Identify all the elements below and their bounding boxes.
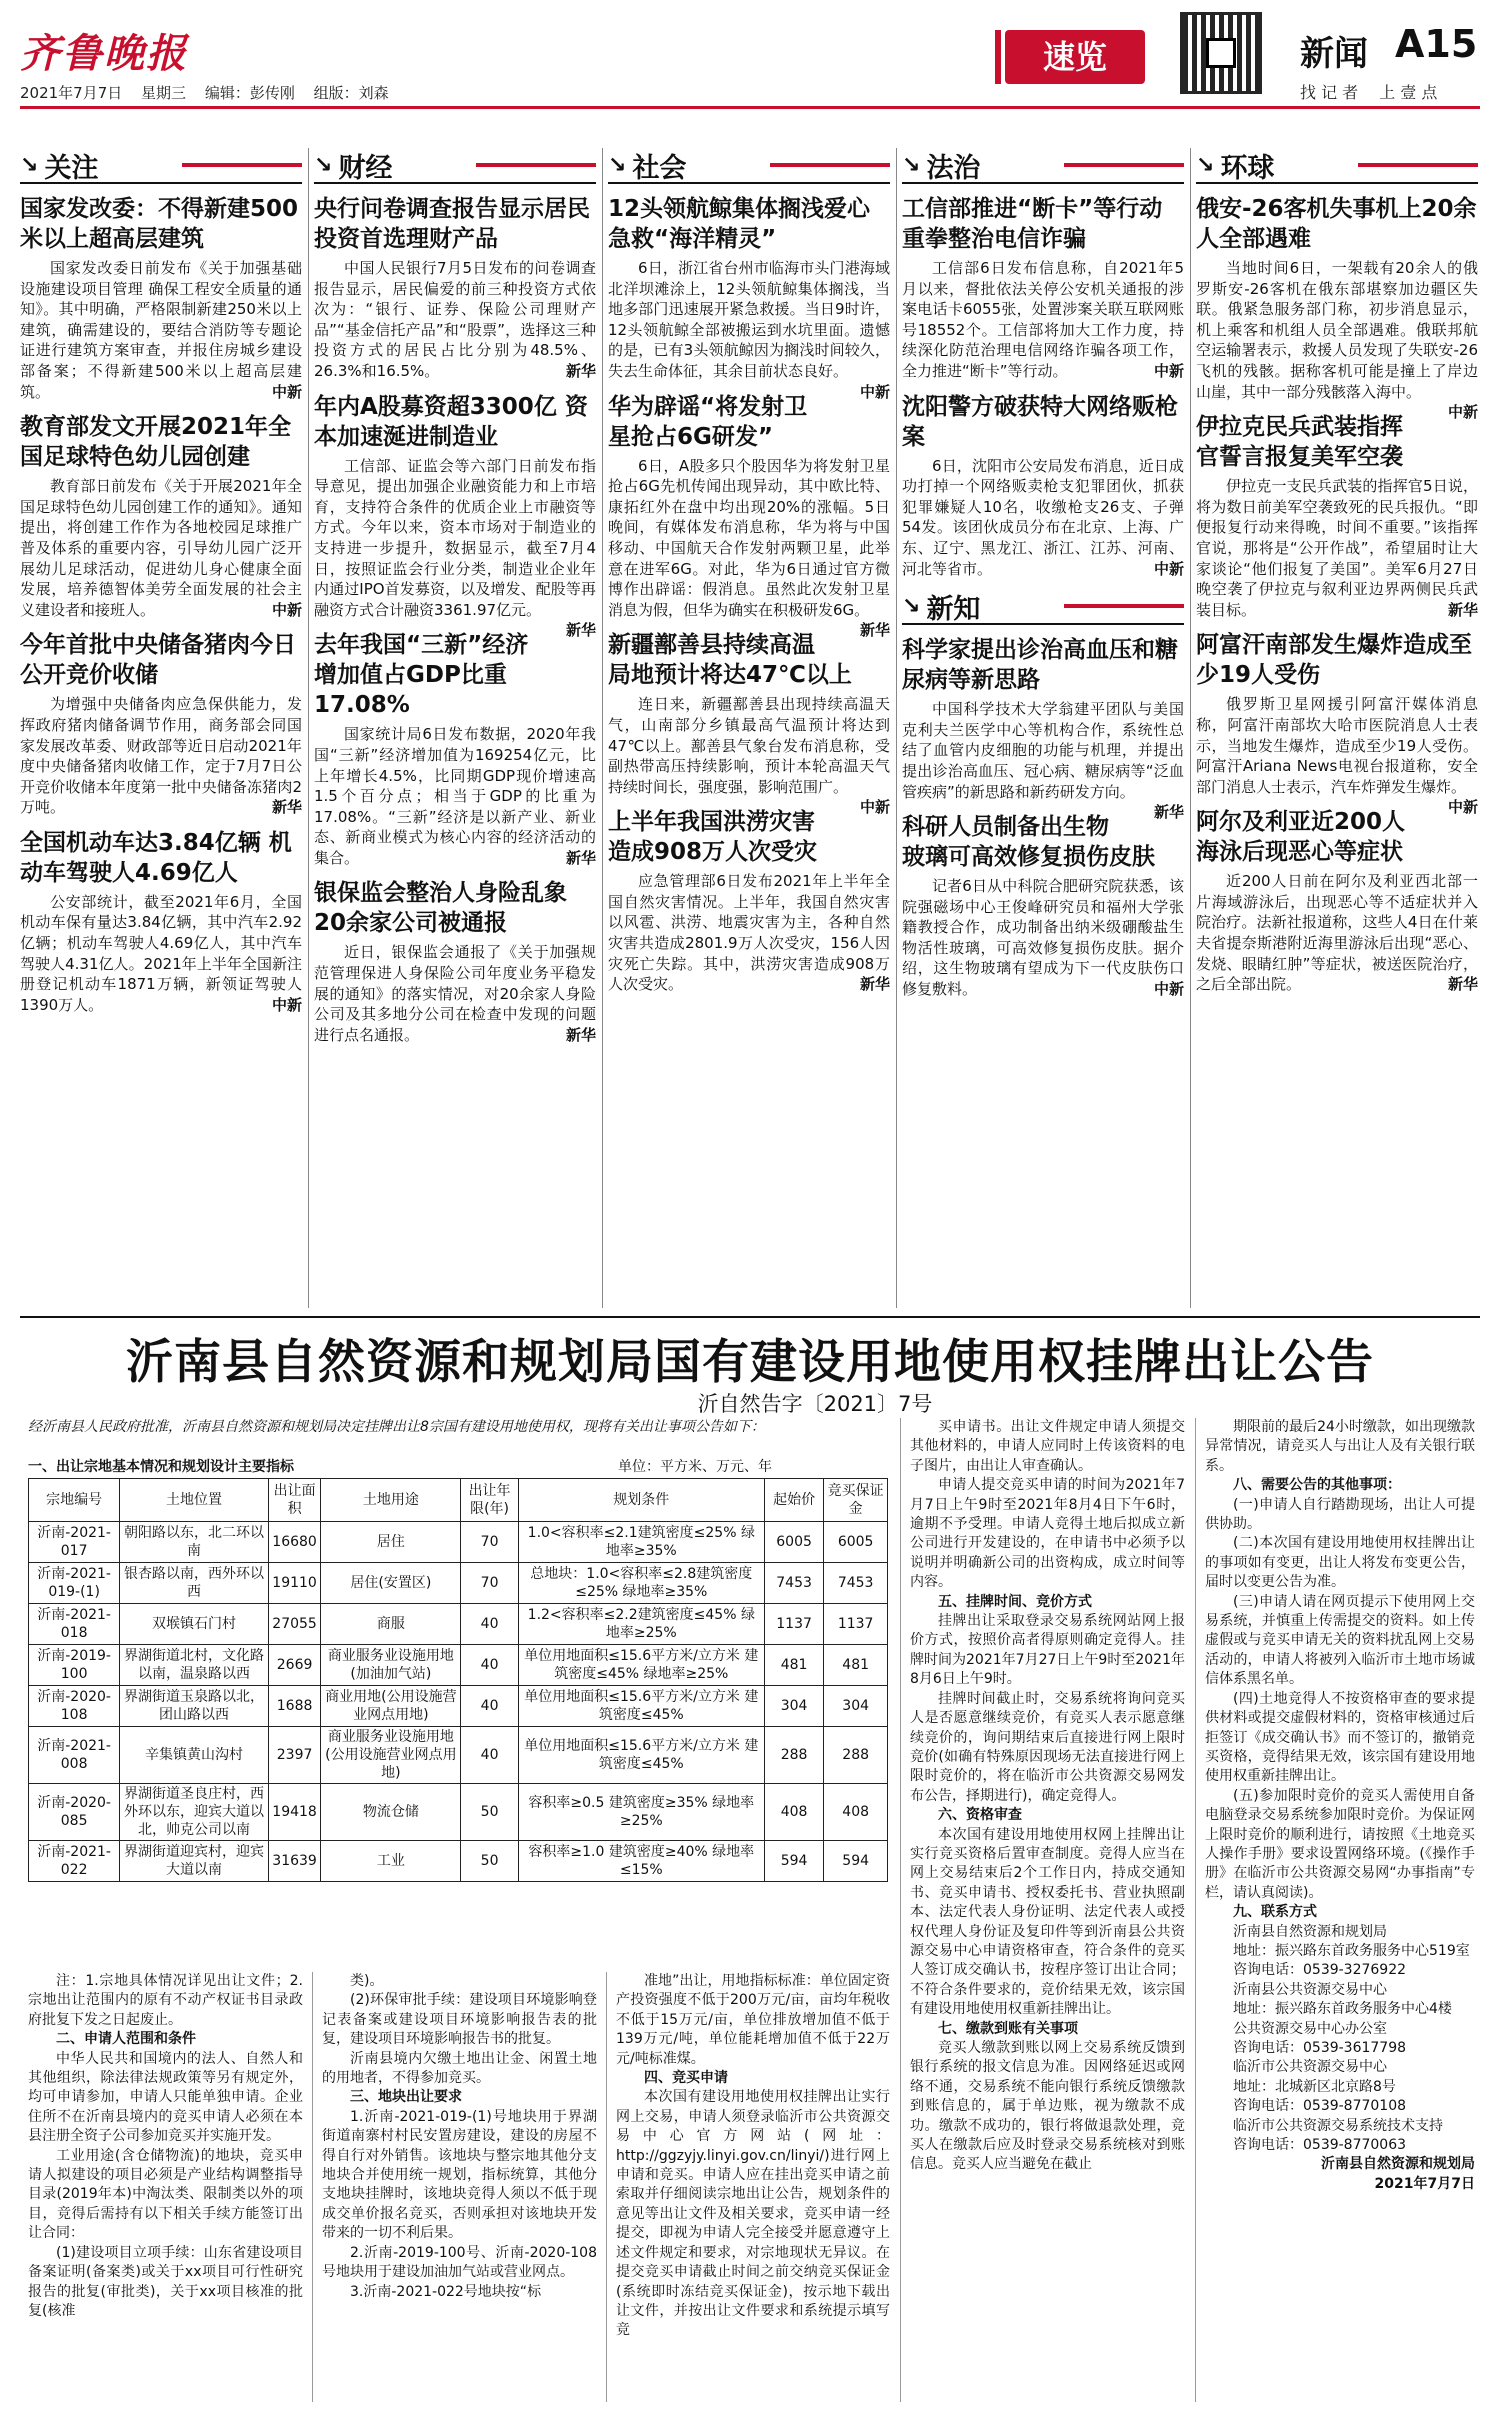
notice-paragraph: 中华人民共和国境内的法人、自然人和其他组织，除法律法规政策等另有规定外，均可申请参加，申请人只能单独申请。企业住所不在沂南县境内的竞买申请人必须在本县注册全资子公司参加竞买并实施开发。 bbox=[28, 2050, 303, 2145]
notice-heading: 九、联系方式 bbox=[1233, 1904, 1317, 1921]
notice-paragraph: 3.沂南-2021-022号地块按“标 bbox=[350, 2283, 542, 2300]
issue-weekday: 星期三 bbox=[141, 84, 187, 102]
table-cell: 40 bbox=[461, 1727, 518, 1784]
table-header-cell: 出让年限(年) bbox=[461, 1479, 518, 1522]
layout-editor: 组版：刘森 bbox=[313, 84, 389, 102]
table-cell: 沂南-2021-019-(1) bbox=[29, 1563, 120, 1604]
header-accent bbox=[1358, 163, 1478, 167]
table-cell: 1688 bbox=[268, 1686, 321, 1727]
article bbox=[314, 194, 596, 382]
table-cell: 双堠镇石门村 bbox=[120, 1604, 269, 1645]
notice-intro: 经沂南县人民政府批准，沂南县自然资源和规划局决定挂牌出让8宗国有建设用地使用权，现将有关出让事项公告如下： bbox=[28, 1419, 765, 1435]
table-header-cell: 规划条件 bbox=[518, 1479, 764, 1522]
article-body bbox=[20, 476, 302, 620]
notice-sign-date: 2021年7月7日 bbox=[1374, 2175, 1475, 2192]
notice-paragraph: 临沂市公共资源交易中心 bbox=[1233, 2059, 1387, 2076]
header-accent bbox=[1064, 163, 1184, 167]
table-cell: 6005 bbox=[824, 1522, 888, 1563]
article-headline: 全国机动车达3.84亿辆 机动车驾驶人4.69亿人 bbox=[20, 829, 292, 886]
table-cell: 辛集镇黄山沟村 bbox=[120, 1727, 269, 1784]
article-headline: 银保监会整治人身险乱象 20余家公司被通报 bbox=[314, 880, 567, 937]
notice-column-1 bbox=[28, 1972, 303, 2402]
section-name: 新闻 bbox=[1300, 34, 1368, 74]
table-row bbox=[29, 1522, 888, 1563]
table-body bbox=[29, 1522, 888, 1882]
column-header bbox=[1196, 148, 1478, 184]
table-cell: 50 bbox=[461, 1784, 518, 1841]
article-source: 中新 bbox=[859, 798, 890, 817]
article-body bbox=[902, 699, 1184, 822]
column-rule bbox=[1195, 1418, 1196, 2402]
article-text: 6日，浙江省台州市临海市头门港海域北洋坝滩涂上，12头领航鲸集体搁浅，当地多部门迅速展开紧急救援。当日9时许，12头领航鲸全部被搬运到水坑里面。遗憾的是，已有3头领航鲸因为搁浅时间较久，失去生命体征，其余目前状态良好。 bbox=[608, 259, 890, 380]
notice-paragraph: 沂南县境内欠缴土地出让金、闲置土地的用地者，不得参加竞买。 bbox=[322, 2050, 597, 2087]
table-cell: 容积率≥1.0 建筑密度≥40% 绿地率≤15% bbox=[518, 1841, 764, 1882]
subsection-title: 新知 bbox=[926, 593, 981, 625]
article-text: 连日来，新疆鄯善县出现持续高温天气，山南部分乡镇最高气温预计将达到47℃以上。鄯善县气象台发布消息称，受副热带高压持续影响，预计本轮高温天气持续时间长，强度强，影响范围广。 bbox=[608, 695, 890, 796]
table-row bbox=[29, 1645, 888, 1686]
table-cell: 居住 bbox=[321, 1522, 461, 1563]
article-text: 6日，沈阳市公安局发布消息，近日成功打掉一个网络贩卖枪支犯罪团伙，抓获犯罪嫌疑人10名，收缴枪支26支、子弹54发。该团伙成员分布在北京、上海、广东、辽宁、黑龙江、浙江、江苏、河南、河北等省市。 bbox=[902, 456, 1184, 578]
notice-paragraph: 挂牌出让采取登录交易系统网站网上报价方式，按照价高者得原则确定竞得人。挂牌时间为2021年7月27日上午9时至2021年8月6日上午9时。 bbox=[910, 1613, 1185, 1688]
article-source: 中新 bbox=[271, 382, 302, 401]
section-marker-icon: ↘ bbox=[1196, 152, 1215, 178]
article bbox=[608, 807, 890, 995]
header-accent bbox=[1064, 604, 1184, 608]
article-source: 新华 bbox=[565, 621, 596, 640]
table-row bbox=[29, 1784, 888, 1841]
table-title: 一、出让宗地基本情况和规划设计主要指标 bbox=[28, 1459, 294, 1475]
article-headline: 阿尔及利亚近200人海泳后现恶心等症状 bbox=[1196, 809, 1406, 866]
table-cell: 界湖街道圣良庄村，西外环以东，迎宾大道以北，帅克公司以南 bbox=[120, 1784, 269, 1841]
notice-paragraph: 咨询电话：0539-3617798 bbox=[1233, 2040, 1407, 2056]
notice-paragraph: 期限前的最后24小时缴款，如出现缴款异常情况，请竞买人与出让人及有关银行联系。 bbox=[1205, 1419, 1475, 1474]
notice-paragraph: 沂南县自然资源和规划局 bbox=[1233, 1923, 1387, 1940]
article bbox=[1196, 807, 1478, 995]
article-source: 新华 bbox=[1447, 975, 1478, 994]
notice-signer: 沂南县自然资源和规划局 bbox=[1321, 2156, 1475, 2173]
article bbox=[20, 412, 302, 620]
article-body bbox=[20, 694, 302, 818]
header-accent bbox=[770, 163, 890, 167]
article-source: 中新 bbox=[1153, 361, 1184, 380]
notice-paragraph: 地址：北城新区北京路8号 bbox=[1233, 2078, 1396, 2095]
article-headline: 央行问卷调查报告显示居民投资首选理财产品 bbox=[314, 196, 590, 252]
notice-paragraph: 咨询电话：0539-8770108 bbox=[1233, 2098, 1407, 2115]
article-headline: 俄安-26客机失事机上20余人全部遇难 bbox=[1196, 196, 1477, 252]
table-cell: 商服 bbox=[321, 1604, 461, 1645]
article-text: 当地时间6日，一架载有20余人的俄罗斯安-26客机在俄东部堪察加边疆区失联。俄紧急服务部门称，初步消息显示，机上乘客和机组人员全部遇难。俄联邦航空运输署表示，救援人员发现了失联安-26飞机的残骸。据称客机可能是撞上了岸边山崖，其中一部分残骸落入海中。 bbox=[1196, 259, 1478, 401]
article-source: 中新 bbox=[859, 382, 890, 401]
notice-paragraph: 2.沂南-2019-100号、沂南-2020-108号地块用于建设加油加气站或营业网点。 bbox=[322, 2244, 597, 2281]
article-source: 新华 bbox=[565, 361, 596, 380]
notice-title: 沂南县自然资源和规划局国有建设用地使用权挂牌出让公告 bbox=[126, 1335, 1374, 1390]
article-source: 新华 bbox=[859, 621, 890, 640]
article bbox=[20, 194, 302, 402]
news-column bbox=[314, 148, 596, 1308]
article-text: 6日，A股多只个股因华为将发射卫星抢占6G先机传闻出现异动，其中欧比特、康拓红外在盘中均出现20%的涨幅。5日晚间，有媒体发布消息称，华为将与中国移动、中国航天合作发射两颗卫星，此举意在进军6G。对此，华为6日通过官方微博作出辟谣：假消息。虽然此次发射卫星消息为假，但华为确实在积极研发6G。 bbox=[608, 456, 890, 619]
parcel-table bbox=[28, 1478, 888, 1882]
dateline bbox=[20, 82, 403, 103]
table-cell: 70 bbox=[461, 1522, 518, 1563]
table-cell: 商业服务业设施用地(公用设施营业网点用地) bbox=[321, 1727, 461, 1784]
page-number: A15 bbox=[1395, 22, 1478, 66]
notice-paragraph: (四)土地竞得人不按资格审查的要求提供材料或提交虚假材料的，资格审核通过后拒签订《成交确认书》而不签订的，撤销竞买资格，竞得结果无效，该宗国有建设用地使用权重新挂牌出让。 bbox=[1205, 1690, 1475, 1785]
notice-number: 沂自然告字〔2021〕7号 bbox=[697, 1392, 933, 1416]
table-cell: 沂南-2021-022 bbox=[29, 1841, 120, 1882]
column-title: 财经 bbox=[338, 152, 393, 184]
article-headline: 去年我国“三新”经济增加值占GDP比重17.08% bbox=[314, 632, 529, 719]
article-body bbox=[608, 456, 890, 640]
notice-paragraph: 类)。 bbox=[350, 1973, 384, 1989]
table-cell: 1137 bbox=[824, 1604, 888, 1645]
table-row bbox=[29, 1563, 888, 1604]
section-marker-icon: ↘ bbox=[902, 152, 921, 178]
table-cell: 总地块：1.0<容积率≤2.8建筑密度≤25% 绿地率≥35% bbox=[518, 1563, 764, 1604]
column-header bbox=[314, 148, 596, 184]
article-body bbox=[1196, 871, 1478, 995]
column-title: 环球 bbox=[1220, 152, 1275, 184]
column-rule bbox=[606, 1972, 607, 2402]
article-text: 应急管理部6日发布2021年上半年全国自然灾害情况。上半年，我国自然灾害以风雹、洪涝、地震灾害为主，各种自然灾害共造成2801.9万人次受灾，156人因灾死亡失踪。其中，洪涝灾害造成908万人次受灾。 bbox=[608, 872, 890, 994]
column-rule bbox=[900, 1418, 901, 2402]
table-cell: 居住(安置区) bbox=[321, 1563, 461, 1604]
article bbox=[902, 194, 1184, 382]
news-column bbox=[20, 148, 302, 1308]
article-body bbox=[314, 724, 596, 868]
section-marker-icon: ↘ bbox=[314, 152, 333, 178]
notice-heading: 二、申请人范围和条件 bbox=[56, 2031, 196, 2048]
notice-paragraph: 公共资源交易中心办公室 bbox=[1233, 2020, 1387, 2037]
article bbox=[1196, 630, 1478, 817]
table-cell: 沂南-2021-008 bbox=[29, 1727, 120, 1784]
column-rule bbox=[308, 148, 309, 1308]
table-cell: 408 bbox=[764, 1784, 823, 1841]
column-rule bbox=[602, 148, 603, 1308]
article-body bbox=[608, 871, 890, 995]
table-cell: 单位用地面积≤15.6平方米/立方米 建筑密度≤45% bbox=[518, 1686, 764, 1727]
article-body bbox=[902, 876, 1184, 1000]
table-cell: 银杏路以南，西外环以西 bbox=[120, 1563, 269, 1604]
table-cell: 594 bbox=[824, 1841, 888, 1882]
article-body bbox=[608, 694, 890, 817]
notice-paragraph: 准地”出让，用地指标标准：单位固定资产投资强度不低于200万元/亩，亩均年税收不低于15万元/亩，单位排放增加值不低于139万元/吨，单位能耗增加值不低于22万元/吨标准煤。 bbox=[616, 1973, 890, 2067]
table-cell: 1.0<容积率≤2.1建筑密度≤25% 绿地率≥35% bbox=[518, 1522, 764, 1563]
newspaper-logo: 齐鲁晚报 bbox=[20, 30, 188, 77]
article-text: 国家统计局6日发布数据，2020年我国“三新”经济增加值为169254亿元，比上年增长4.5%，比同期GDP现价增速高1.5个百分点；相当于GDP的比重为17.08%。“三新”经济是以新产业、新业态、新商业模式为核心内容的经济活动的集合。 bbox=[314, 725, 596, 867]
notice-column-2 bbox=[322, 1972, 597, 2402]
article-text: 俄罗斯卫星网援引阿富汗媒体消息称，阿富汗南部坎大哈市医院消息人士表示，当地发生爆炸，造成至少19人受伤。阿富汗Ariana News电视台报道称，安全部门消息人士表示，汽车炸弹发生爆炸。 bbox=[1196, 695, 1478, 796]
article-body bbox=[1196, 258, 1478, 422]
article-text: 公安部统计，截至2021年6月，全国机动车保有量达3.84亿辆，其中汽车2.92亿辆；机动车驾驶人4.69亿人，其中汽车驾驶人4.31亿人。2021年上半年全国新注册登记机动车1871万辆，新领证驾驶人1390万人。 bbox=[20, 892, 302, 1014]
table-header-row bbox=[29, 1479, 888, 1522]
article-headline: 伊拉克民兵武装指挥官誓言报复美军空袭 bbox=[1196, 414, 1403, 471]
notice-paragraph: (五)参加限时竞价的竞买人需使用自备电脑登录交易系统参加限时竞价。为保证网上限时竞价的顺利进行，请按照《土地竞买人操作手册》要求设置网络环境。(《操作手册》在临沂市公共资源交易网“办事指南”专栏，请认真阅读)。 bbox=[1205, 1787, 1475, 1901]
article-source: 新华 bbox=[1447, 600, 1478, 619]
notice-heading: 七、缴款到账有关事项 bbox=[938, 2020, 1078, 2037]
notice-heading: 五、挂牌时间、竞价方式 bbox=[938, 1593, 1092, 1610]
article-text: 记者6日从中科院合肥研究院获悉，该院强磁场中心王俊峰研究员和福州大学张籍教授合作，成功制备出纳米级硼酸盐生物活性玻璃，可高效修复损伤皮肤。据介绍，这生物玻璃有望成为下一代皮肤伤口修复敷料。 bbox=[902, 877, 1184, 999]
article bbox=[314, 630, 596, 868]
notice-paragraph: 本次国有建设用地使用权挂牌出让实行网上交易，申请人须登录临沂市公共资源交易中心官方网站(网址：http://ggzyjy.linyi.gov.cn/linyi/)进行网上申请和竞买。申请人应在挂出竞买申请之前索取并仔细阅读宗地出让公告，规划条件的意见等出让文件及相关要求，竞买申请一经提交，即视为申请人完全接受并愿意遵守上述文件规定和要求，对宗地现状无异议。在提交竞买申请截止时间之前交纳竞买保证金(系统即时冻结竞买保证金)，按示地下载出让文件，并按出让文件要求和系统提示填写竞 bbox=[616, 2089, 890, 2339]
notice-paragraph: (一)申请人自行踏勘现场，出让人可提供协助。 bbox=[1205, 1496, 1475, 1533]
table-cell: 40 bbox=[461, 1686, 518, 1727]
column-header bbox=[902, 589, 1184, 625]
table-cell: 27055 bbox=[268, 1604, 321, 1645]
article-source: 中新 bbox=[1153, 559, 1184, 578]
header-accent bbox=[182, 163, 302, 167]
column-title: 社会 bbox=[632, 152, 687, 184]
notice-paragraph: 咨询电话：0539-8770063 bbox=[1233, 2137, 1407, 2154]
notice-heading: 四、竞买申请 bbox=[644, 2070, 728, 2087]
notice-paragraph: 本次国有建设用地使用权网上挂牌出让实行竞买资格后置审查制度。竞得人应当在网上交易结束后2个工作日内，持成交通知书、竞买申请书、授权委托书、营业执照副本、法定代表人身份证明、法定代表人或授权代理人身份证及复印件等到沂南县公共资源交易中心申请资格审查，符合条件的竞买人签订成交确认书，按程序签订出让合同；不符合条件要求的，竞价结果无效，该宗国有建设用地使用权重新挂牌出让。 bbox=[910, 1826, 1185, 2018]
notice-column-3 bbox=[616, 1972, 890, 2402]
table-cell: 7453 bbox=[824, 1563, 888, 1604]
notice-paragraph: (2)环保审批手续：建设项目环境影响登记表备案或建设项目环境影响报告表的批复，建设项目环境影响报告书的批复。 bbox=[322, 1992, 597, 2048]
article-headline: 沈阳警方破获特大网络贩枪案 bbox=[902, 393, 1178, 450]
table-cell: 16680 bbox=[268, 1522, 321, 1563]
article-headline: 教育部发文开展2021年全国足球特色幼儿园创建 bbox=[20, 414, 292, 471]
notice-paragraph: 临沂市公共资源交易系统技术支持 bbox=[1233, 2117, 1443, 2134]
column-rule bbox=[1190, 148, 1191, 1308]
notice-paragraph: 申请人提交竞买申请的时间为2021年7月7日上午9时至2021年8月4日下午6时，逾期不予受理。申请人竞得土地后拟成立新公司进行开发建设的，在申请书中必须予以说明并明确新公司的出资构成，成立时间等内容。 bbox=[910, 1477, 1185, 1591]
table-cell: 31639 bbox=[268, 1841, 321, 1882]
table-cell: 304 bbox=[824, 1686, 888, 1727]
column-rule bbox=[896, 148, 897, 1308]
table-row bbox=[29, 1686, 888, 1727]
table-cell: 沂南-2019-100 bbox=[29, 1645, 120, 1686]
column-title: 法治 bbox=[926, 152, 981, 184]
article-source: 新华 bbox=[271, 798, 302, 817]
article bbox=[314, 878, 596, 1045]
table-cell: 界湖街道玉泉路以北，团山路以西 bbox=[120, 1686, 269, 1727]
notice-column-5 bbox=[1205, 1418, 1475, 2402]
article bbox=[20, 828, 302, 1016]
article-body bbox=[902, 258, 1184, 382]
article-headline: 华为辟谣“将发射卫星抢占6G研发” bbox=[608, 393, 808, 450]
table-cell: 594 bbox=[764, 1841, 823, 1882]
article-body bbox=[314, 456, 596, 640]
article-body bbox=[314, 258, 596, 382]
table-cell: 19110 bbox=[268, 1563, 321, 1604]
table-cell: 288 bbox=[764, 1727, 823, 1784]
column-header bbox=[902, 148, 1184, 184]
article bbox=[608, 392, 890, 640]
table-header-cell: 土地位置 bbox=[120, 1479, 269, 1522]
article bbox=[608, 194, 890, 401]
section-marker-icon: ↘ bbox=[608, 152, 627, 178]
table-cell: 481 bbox=[824, 1645, 888, 1686]
table-cell: 工业 bbox=[321, 1841, 461, 1882]
article bbox=[902, 812, 1184, 1000]
table-cell: 50 bbox=[461, 1841, 518, 1882]
masthead bbox=[0, 0, 1500, 108]
article bbox=[1196, 194, 1478, 422]
article-headline: 上半年我国洪涝灾害造成908万人次受灾 bbox=[608, 809, 818, 866]
notice-heading: 八、需要公告的其他事项： bbox=[1233, 1477, 1401, 1494]
table-cell: 商业用地(公用设施营业网点用地) bbox=[321, 1686, 461, 1727]
table-header-cell: 起始价 bbox=[764, 1479, 823, 1522]
table-cell: 70 bbox=[461, 1563, 518, 1604]
column-header bbox=[608, 148, 890, 184]
notice-paragraph: 咨询电话：0539-3276922 bbox=[1233, 1962, 1407, 1979]
article-source: 新华 bbox=[565, 848, 596, 867]
table-cell: 408 bbox=[824, 1784, 888, 1841]
qr-code-center bbox=[1206, 38, 1236, 68]
article-body bbox=[902, 456, 1184, 580]
article-text: 中国科学技术大学翁建平团队与美国克利夫兰医学中心等机构合作，系统性总结了血管内皮细胞的功能与机理，并提出提出诊治高血压、冠心病、糖尿病等“泛血管疾病”的新思路和新药研发方向。 bbox=[902, 700, 1184, 801]
notice-paragraph: (1)建设项目立项手续：山东省建设项目备案证明(备案类)或关于xx项目可行性研究报告的批复(审批类)，关于xx项目核准的批复(核准 bbox=[28, 2244, 303, 2319]
table-cell: 物流仓储 bbox=[321, 1784, 461, 1841]
article-source: 中新 bbox=[271, 995, 302, 1014]
table-cell: 沂南-2020-085 bbox=[29, 1784, 120, 1841]
column-rule bbox=[312, 1972, 313, 2402]
article bbox=[902, 392, 1184, 580]
notice-heading: 六、资格审查 bbox=[938, 1807, 1022, 1824]
table-unit: 单位：平方米、万元、年 bbox=[618, 1459, 772, 1475]
article-headline: 新疆鄯善县持续高温局地预计将达47℃以上 bbox=[608, 632, 852, 689]
article-text: 近日，银保监会通报了《关于加强规范管理保进人身保险公司年度业务平稳发展的通知》的落实情况，对20余家人身险公司及其多地分公司在检查中发现的问题进行点名通报。 bbox=[314, 943, 596, 1044]
article-body bbox=[1196, 476, 1478, 620]
article bbox=[902, 635, 1184, 822]
article-headline: 年内A股募资超3300亿 资本加速涎进制造业 bbox=[314, 393, 588, 450]
table-cell: 沂南-2021-017 bbox=[29, 1522, 120, 1563]
article bbox=[20, 630, 302, 818]
table-cell: 19418 bbox=[268, 1784, 321, 1841]
table-cell: 容积率≥0.5 建筑密度≥35% 绿地率≥25% bbox=[518, 1784, 764, 1841]
notice-column-4 bbox=[910, 1418, 1185, 2402]
notice-paragraph: 工业用途(含仓储物流)的地块，竞买申请人拟建设的项目必须是产业结构调整指导目录(2019年本)中淘汰类、限制类以外的项目，竞得后需持有以下相关手续方能签订出让合同： bbox=[28, 2147, 303, 2242]
table-cell: 40 bbox=[461, 1645, 518, 1686]
table-row bbox=[29, 1727, 888, 1784]
header-accent bbox=[476, 163, 596, 167]
article-source: 新华 bbox=[859, 975, 890, 994]
article-headline: 阿富汗南部发生爆炸造成至少19人受伤 bbox=[1196, 632, 1472, 689]
table-cell: 7453 bbox=[764, 1563, 823, 1604]
article bbox=[608, 630, 890, 817]
article-body bbox=[608, 258, 890, 401]
notice-paragraph: (二)本次国有建设用地使用权挂牌出让的事项如有变更，出让人将发布变更公告，届时以变更公告为准。 bbox=[1205, 1535, 1475, 1591]
table-cell: 商业服务业设施用地(加油加气站) bbox=[321, 1645, 461, 1686]
article-text: 中国人民银行7月5日发布的问卷调查报告显示，居民偏爱的前三种投资方式依次为：“银行、证券、保险公司理财产品”“基金信托产品”和“股票”，选择这三种投资方式的居民占比分别为48.5%、26.3%和16.5%。 bbox=[314, 259, 596, 380]
article-headline: 工信部推进“断卡”等行动重拳整治电信诈骗 bbox=[902, 196, 1163, 252]
table-caption bbox=[28, 1456, 888, 1476]
notice-paragraph: 地址：振兴路东首政务服务中心4楼 bbox=[1233, 2001, 1452, 2018]
article-body bbox=[20, 892, 302, 1016]
table-cell: 2669 bbox=[268, 1645, 321, 1686]
table-cell: 2397 bbox=[268, 1727, 321, 1784]
article-source: 中新 bbox=[271, 600, 302, 619]
article-text: 为增强中央储备肉应急保供能力，发挥政府猪肉储备调节作用，商务部会同国家发展改革委、财政部等近日启动2021年度中央储备猪肉收储工作，定于7月7日公开竞价收储本年度第一批中央储备冻猪肉2万吨。 bbox=[20, 695, 302, 817]
notice-paragraph: 买申请书。出让文件规定申请人须提交其他材料的，申请人应同时上传该资料的电子图片，由出让人审查确认。 bbox=[910, 1419, 1185, 1474]
article-text: 教育部日前发布《关于开展2021年全国足球特色幼儿园创建工作的通知》。通知提出，将创建工作作为各地校园足球推广普及体系的重要内容，引导幼儿园广泛开展幼儿足球活动，促进幼儿身心健康全面发展，培养德智体美劳全面发展的社会主义建设者和接班人。 bbox=[20, 477, 302, 619]
notice-heading: 三、地块出让要求 bbox=[350, 2089, 462, 2106]
article-source: 中新 bbox=[1447, 798, 1478, 817]
article-headline: 12头领航鲸集体搁浅爱心急救“海洋精灵” bbox=[608, 196, 871, 252]
table-row bbox=[29, 1604, 888, 1645]
issue-date: 2021年7月7日 bbox=[20, 84, 123, 102]
notice-paragraph: 1.沂南-2021-019-(1)号地块用于界湖街道南寨村村民安置房建设，建设的房屋不得自行对外销售。该地块与整宗地其他分支地块合并使用统一规划，指标统算，其他分支地块挂牌时，该地块竞得人须以不低于现成交单价报名竞买，否则承担对该地块开发带来的一切不利后果。 bbox=[322, 2108, 597, 2242]
article-body bbox=[314, 942, 596, 1045]
section-marker-icon: ↘ bbox=[20, 152, 39, 178]
notice-paragraph: 沂南县公共资源交易中心 bbox=[1233, 1981, 1387, 1998]
article-headline: 科研人员制备出生物玻璃可高效修复损伤皮肤 bbox=[902, 814, 1155, 871]
table-cell: 1.2<容积率≤2.2建筑密度≤45% 绿地率≥25% bbox=[518, 1604, 764, 1645]
article-body bbox=[20, 258, 302, 402]
article-text: 伊拉克一支民兵武装的指挥官5日说，将为数日前美军空袭致死的民兵报仇。“即便报复行动来得晚，时间不重要。”该指挥官说，那将是“公开作战”，希望届时让大家谈论“他们报复了美国”。美军6月27日晚空袭了伊拉克与叙利亚边界两侧民兵武装目标。 bbox=[1196, 477, 1478, 619]
table-cell: 304 bbox=[764, 1686, 823, 1727]
table-row bbox=[29, 1841, 888, 1882]
article bbox=[314, 392, 596, 640]
notice-paragraph: 注：1.宗地具体情况详见出让文件；2.宗地出让范围内的原有不动产权证书目录政府批复下发之日起废止。 bbox=[28, 1973, 303, 2028]
article-text: 工信部、证监会等六部门日前发布指导意见，提出加强企业融资能力和上市培育，支持符合条件的优质企业上市融资等方式。今年以来，资本市场对于制造业的支持进一步提升，数据显示，截至7月4日，按照证监会行业分类，制造业企业年内通过IPO首发募资，以及增发、配股等再融资方式合计融资3361.97亿元。 bbox=[314, 456, 596, 619]
reporter-slogan: 找 记 者 上 壹 点 bbox=[1300, 83, 1438, 102]
table-cell: 481 bbox=[764, 1645, 823, 1686]
article-text: 国家发改委日前发布《关于加强基础设施建设项目管理 确保工程安全质量的通知》。其中明确，严格限制新建250米以上建筑，确需建设的，要结合消防等专题论证进行建筑方案审查，并报住房城乡建设部备案；不得新建500米以上超高层建筑。 bbox=[20, 259, 302, 401]
table-cell: 单位用地面积≤15.6平方米/立方米 建筑密度≤45% 绿地率≥25% bbox=[518, 1645, 764, 1686]
notice-paragraph: 地址：振兴路东首政务服务中心519室 bbox=[1233, 1942, 1470, 1959]
table-cell: 6005 bbox=[764, 1522, 823, 1563]
masthead-rule bbox=[20, 106, 1480, 109]
table-header-cell: 土地用途 bbox=[321, 1479, 461, 1522]
table-cell: 沂南-2021-018 bbox=[29, 1604, 120, 1645]
column-title: 关注 bbox=[44, 152, 99, 184]
news-column bbox=[1196, 148, 1478, 1308]
notice-paragraph: (三)申请人请在网页提示下使用网上交易系统，并慎重上传需提交的资料。如上传虚假或与竞买申请无关的资料扰乱网上交易活动的，申请人将被列入临沂市土地市场诚信体系黑名单。 bbox=[1205, 1593, 1475, 1688]
table-cell: 40 bbox=[461, 1604, 518, 1645]
notice-paragraph: 竞买人缴款到账以网上交易系统反馈到银行系统的报文信息为准。因网络延迟或网络不通，交易系统不能向银行系统反馈缴款到账信息的，属于单边账，视为缴款不成功。缴款不成功的，银行将做退款处理，竞买人在缴款后应及时登录交易系统核对到账信息。竞买人应当避免在截止 bbox=[910, 2040, 1185, 2173]
news-column bbox=[608, 148, 890, 1308]
section-marker-icon: ↘ bbox=[902, 593, 921, 619]
table-cell: 单位用地面积≤15.6平方米/立方米 建筑密度≤45% bbox=[518, 1727, 764, 1784]
news-column bbox=[902, 148, 1184, 1308]
article-source: 新华 bbox=[565, 1025, 596, 1044]
article-source: 中新 bbox=[1447, 403, 1478, 422]
table-header-cell: 出让面积 bbox=[268, 1479, 321, 1522]
article-source: 新华 bbox=[1153, 803, 1184, 822]
article-headline: 国家发改委：不得新建500米以上超高层建筑 bbox=[20, 196, 299, 252]
section-badge: 速览 bbox=[1005, 30, 1145, 84]
section-divider bbox=[20, 1316, 1480, 1318]
table-cell: 界湖街道北村，文化路以南，温泉路以西 bbox=[120, 1645, 269, 1686]
table-cell: 朝阳路以东，北二环以南 bbox=[120, 1522, 269, 1563]
article-body bbox=[1196, 694, 1478, 817]
article-text: 工信部6日发布信息称，自2021年5月以来，督批依法关停公安机关通报的涉案电话卡6055张，处置涉案关联互联网账号18552个。工信部将加大工作力度，持续深化防范治理电信网络诈骗各项工作，全力推进“断卡”等行动。 bbox=[902, 259, 1184, 380]
table-cell: 沂南-2020-108 bbox=[29, 1686, 120, 1727]
notice-paragraph: 挂牌时间截止时，交易系统将询问竞买人是否愿意继续竞价，有竞买人表示愿意继续竞价的，询问期结束后直接进行网上限时竞价(如确有特殊原因现场无法直接进行网上限时竞价的，将在临沂市公共资源交易网发布公告，择期进行)，确定竞得人。 bbox=[910, 1690, 1185, 1804]
table-cell: 288 bbox=[824, 1727, 888, 1784]
article-headline: 今年首批中央储备猪肉今日公开竞价收储 bbox=[20, 632, 296, 689]
table-header-cell: 宗地编号 bbox=[29, 1479, 120, 1522]
article-text: 近200人日前在阿尔及利亚西北部一片海域游泳后，出现恶心等不适症状并入院治疗。法新社报道称，这些人4日在什莱夫省提奈斯港附近海里游泳后出现“恶心、发烧、眼睛红肿”等症状，被送医院治疗，之后全部出院。 bbox=[1196, 872, 1478, 994]
article-headline: 科学家提出诊治高血压和糖尿病等新思路 bbox=[902, 637, 1178, 694]
table-header-cell: 竞买保证金 bbox=[824, 1479, 888, 1522]
editor: 编辑：彭传刚 bbox=[204, 84, 295, 102]
column-header bbox=[20, 148, 302, 184]
table-cell: 界湖街道迎宾村，迎宾大道以南 bbox=[120, 1841, 269, 1882]
table-cell: 1137 bbox=[764, 1604, 823, 1645]
article bbox=[1196, 412, 1478, 620]
article-source: 中新 bbox=[1153, 980, 1184, 999]
